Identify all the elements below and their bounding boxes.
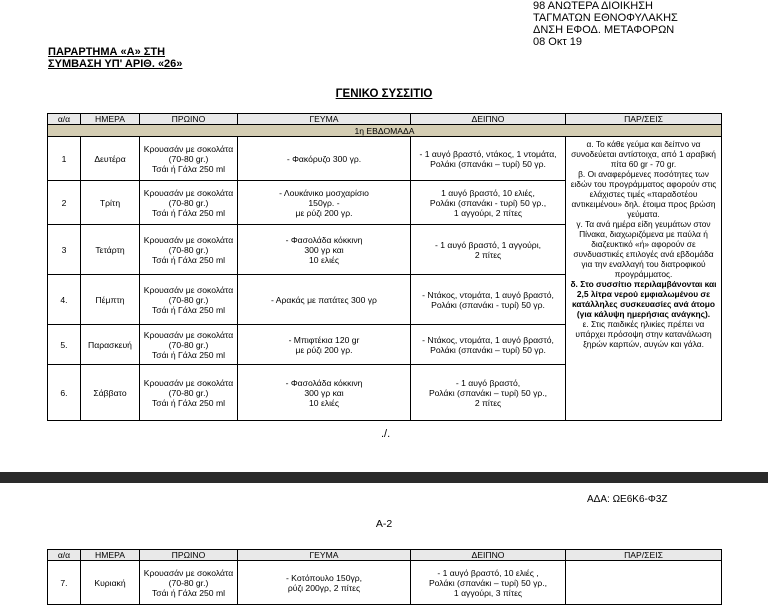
lunch-cell bbox=[238, 365, 411, 421]
dinner-line: - 1 αυγό βραστό, 10 ελιές , bbox=[437, 567, 539, 578]
lunch-line: - Λουκάνικο μοσχαρίσιο bbox=[279, 187, 369, 198]
breakfast-line: (70-80 gr.) bbox=[168, 197, 209, 208]
col-header: α/α bbox=[48, 114, 81, 125]
dinner-line: Ρολάκι (σπανάκι – τυρί) 50 γρ. bbox=[430, 158, 546, 169]
lunch-line: - Αρακάς με πατάτες 300 γρ bbox=[271, 294, 377, 305]
lunch-cell bbox=[238, 275, 411, 325]
dinner-cell bbox=[411, 325, 566, 365]
note-a: α. Το κάθε γεύμα και δείπνο να συνοδεύεται αντίστοιχα, από 1 αραβική πίτα 60 gr - 70 gr. bbox=[571, 139, 716, 169]
issuer-line: 98 ΑΝΩΤΕΡΑ ΔΙΟΙΚΗΣΗ bbox=[533, 0, 653, 12]
col-header: ΠΑΡ/ΣΕΙΣ bbox=[566, 114, 722, 125]
note-b: β. Οι αναφερόμενες ποσότητες των ειδών του προγράμματος αφορούν στις ελάχιστες τιμές «παραδοτέου αντικειμένου» δηλ. έτοιμα προς βρώση γεύματα. bbox=[570, 169, 717, 219]
lunch-line: 10 ελιές bbox=[309, 397, 339, 408]
breakfast-line: Κρουασάν με σοκολάτα bbox=[143, 234, 234, 245]
dinner-line: 1 αγγούρι, 3 πίτες bbox=[453, 587, 523, 598]
note-c: γ. Τα ανά ημέρα είδη γευμάτων στον Πίνακα, διαχωριζόμενα με παύλα ή διαζευκτικό «ή» αφορούν σε συνδυαστικές επιλογές ανά εβδομάδα για την εναλλαγή του διατροφικού προγράμματος. bbox=[573, 219, 714, 279]
row-day: Κυριακή bbox=[81, 561, 140, 605]
table-header-row bbox=[48, 550, 722, 561]
page-separator bbox=[0, 472, 768, 483]
col-header: ΔΕΙΠΝΟ bbox=[411, 114, 566, 125]
col-header: ΗΜΕΡΑ bbox=[81, 114, 140, 125]
breakfast-cell bbox=[140, 365, 238, 421]
lunch-line: με ρύζι 200 γρ. bbox=[295, 344, 353, 355]
breakfast-line: (70-80 gr.) bbox=[168, 577, 209, 588]
col-header: ΔΕΙΠΝΟ bbox=[411, 550, 566, 561]
lunch-line: - Φασολάδα κόκκινη bbox=[285, 234, 363, 245]
breakfast-line: Τσάι ή Γάλα 250 ml bbox=[151, 163, 226, 174]
table-row bbox=[48, 137, 722, 181]
issuer-line: ΔΝΣΗ ΕΦΟΔ. ΜΕΤΑΦΟΡΩΝ bbox=[533, 24, 675, 36]
breakfast-cell bbox=[140, 275, 238, 325]
breakfast-line: Κρουασάν με σοκολάτα bbox=[143, 143, 234, 154]
breakfast-line: Τσάι ή Γάλα 250 ml bbox=[151, 349, 226, 360]
breakfast-cell bbox=[140, 137, 238, 181]
dinner-line: Ρολάκι (σπανάκι – τυρί) 50 γρ. bbox=[430, 344, 546, 355]
lunch-line: ρύζι 200γρ, 2 πίτες bbox=[287, 582, 361, 593]
lunch-cell bbox=[238, 181, 411, 225]
document-title: ΓΕΝΙΚΟ ΣΥΣΣΙΤΙΟ bbox=[335, 88, 433, 100]
lunch-cell bbox=[238, 325, 411, 365]
row-number: 1 bbox=[48, 137, 81, 181]
dinner-line: - 1 αυγό βραστό, 1 αγγούρι, bbox=[435, 239, 541, 250]
issuer-header bbox=[533, 0, 678, 48]
breakfast-line: Κρουασάν με σοκολάτα bbox=[143, 567, 234, 578]
breakfast-line: Τσάι ή Γάλα 250 ml bbox=[151, 207, 226, 218]
breakfast-line: Τσάι ή Γάλα 250 ml bbox=[151, 254, 226, 265]
issuer-line: ΤΑΓΜΑΤΩΝ ΕΘΝΟΦΥΛΑΚΗΣ bbox=[533, 12, 678, 24]
row-day: Πέμπτη bbox=[81, 275, 140, 325]
notes-cell bbox=[566, 137, 722, 421]
breakfast-line: Τσάι ή Γάλα 250 ml bbox=[151, 304, 226, 315]
lunch-cell bbox=[238, 137, 411, 181]
ada-code: ΑΔΑ: ΩΕ6Κ6-Φ3Ζ bbox=[587, 494, 668, 505]
dinner-line: - 1 αυγό βραστό, ντάκος, 1 ντομάτα, bbox=[419, 148, 557, 159]
col-header: ΗΜΕΡΑ bbox=[81, 550, 140, 561]
dinner-line: 2 πίτες bbox=[474, 249, 502, 260]
meal-table-week-1 bbox=[47, 113, 722, 421]
dinner-line: 1 αυγό βραστό, 10 ελιές, bbox=[441, 187, 535, 198]
lunch-line: 10 ελιές bbox=[309, 254, 339, 265]
lunch-line: - Φασολάδα κόκκινη bbox=[285, 377, 363, 388]
col-header: ΠΡΩΙΝΟ bbox=[140, 550, 238, 561]
dinner-line: - Ντάκος, ντομάτα, 1 αυγό βραστό, bbox=[422, 289, 554, 300]
row-number: 6. bbox=[48, 365, 81, 421]
lunch-line: 300 γρ και bbox=[304, 244, 344, 255]
dinner-cell bbox=[411, 561, 566, 605]
breakfast-line: Κρουασάν με σοκολάτα bbox=[143, 284, 234, 295]
table-row bbox=[48, 561, 722, 605]
lunch-line: - Μπιφτέκια 120 gr bbox=[288, 334, 360, 345]
annex-line-1: ΠΑΡΑΡΤΗΜΑ «Α» ΣΤΗ bbox=[48, 46, 166, 58]
breakfast-line: (70-80 gr.) bbox=[168, 294, 209, 305]
breakfast-line: (70-80 gr.) bbox=[168, 153, 209, 164]
row-day: Δευτέρα bbox=[81, 137, 140, 181]
breakfast-cell bbox=[140, 225, 238, 275]
col-header: ΠΡΩΙΝΟ bbox=[140, 114, 238, 125]
dinner-cell bbox=[411, 225, 566, 275]
dinner-line: Ρολάκι (σπανάκι - τυρί) 50 γρ., bbox=[429, 197, 547, 208]
row-number: 4. bbox=[48, 275, 81, 325]
dinner-cell bbox=[411, 365, 566, 421]
col-header: ΠΑΡ/ΣΕΙΣ bbox=[566, 550, 722, 561]
note-d: δ. Στο συσσίτιο περιλαμβάνονται και 2,5 λίτρα νερού εμφιαλωμένου σε κατάλληλες συσκευασίες ανά άτομο (για κάλυψη ημερήσιας ανάγκης). bbox=[570, 279, 717, 319]
breakfast-line: Κρουασάν με σοκολάτα bbox=[143, 187, 234, 198]
dinner-cell bbox=[411, 181, 566, 225]
row-number: 3 bbox=[48, 225, 81, 275]
dinner-line: Ρολάκι (σπανάκι – τυρί) 50 γρ., bbox=[428, 577, 548, 588]
breakfast-line: Τσάι ή Γάλα 250 ml bbox=[151, 397, 226, 408]
dinner-line: - 1 αυγό βραστό, bbox=[455, 377, 521, 388]
dinner-line: 2 πίτες bbox=[474, 397, 502, 408]
breakfast-line: (70-80 gr.) bbox=[168, 387, 209, 398]
lunch-line: με ρύζι 200 γρ. bbox=[295, 207, 353, 218]
page-label: Α-2 bbox=[375, 518, 393, 530]
row-day: Τετάρτη bbox=[81, 225, 140, 275]
lunch-cell bbox=[238, 225, 411, 275]
lunch-line: - Κοτόπουλο 150γρ, bbox=[285, 572, 363, 583]
breakfast-cell bbox=[140, 325, 238, 365]
dinner-line: Ρολάκι (σπανάκι – τυρί) 50 γρ., bbox=[428, 387, 548, 398]
breakfast-cell bbox=[140, 561, 238, 605]
breakfast-line: Κρουασάν με σοκολάτα bbox=[143, 329, 234, 340]
lunch-line: 300 γρ και bbox=[304, 387, 344, 398]
row-day: Σάββατο bbox=[81, 365, 140, 421]
breakfast-line: (70-80 gr.) bbox=[168, 244, 209, 255]
lunch-cell bbox=[238, 561, 411, 605]
week-label: 1η ΕΒΔΟΜΑΔΑ bbox=[48, 125, 722, 137]
lunch-line: - Φακόρυζο 300 γρ. bbox=[286, 153, 362, 164]
row-number: 5. bbox=[48, 325, 81, 365]
table-header-row bbox=[48, 114, 722, 125]
breakfast-line: Τσάι ή Γάλα 250 ml bbox=[151, 587, 226, 598]
meal-table-page-2 bbox=[47, 549, 722, 605]
col-header: ΓΕΥΜΑ bbox=[238, 550, 411, 561]
dinner-line: - Ντάκος, ντομάτα, 1 αυγό βραστό, bbox=[422, 334, 554, 345]
lunch-line: 150γρ. - bbox=[308, 197, 340, 208]
dinner-line: 1 αγγούρι, 2 πίτες bbox=[453, 207, 523, 218]
notes-cell bbox=[566, 561, 722, 605]
dinner-cell bbox=[411, 137, 566, 181]
dinner-cell bbox=[411, 275, 566, 325]
row-number: 7. bbox=[48, 561, 81, 605]
breakfast-line: (70-80 gr.) bbox=[168, 339, 209, 350]
note-e: ε. Στις παιδικές ηλικίες πρέπει να υπάρχει πρόσοψη στην κατανάλωση ξηρών καρπών, αυγών και γάλα. bbox=[575, 319, 712, 349]
issue-date: 08 Οκτ 19 bbox=[533, 36, 582, 48]
annex-reference bbox=[48, 46, 182, 70]
page-end-mark: ./. bbox=[381, 428, 391, 440]
col-header: ΓΕΥΜΑ bbox=[238, 114, 411, 125]
week-row bbox=[48, 125, 722, 137]
dinner-line: Ρολάκι (σπανάκι - τυρί) 50 γρ. bbox=[431, 299, 545, 310]
col-header: α/α bbox=[48, 550, 81, 561]
annex-line-2: ΣΥΜΒΑΣΗ ΥΠ' ΑΡΙΘ. «26» bbox=[48, 58, 183, 70]
row-day: Τρίτη bbox=[81, 181, 140, 225]
breakfast-cell bbox=[140, 181, 238, 225]
row-number: 2 bbox=[48, 181, 81, 225]
row-day: Παρασκευή bbox=[81, 325, 140, 365]
breakfast-line: Κρουασάν με σοκολάτα bbox=[143, 377, 234, 388]
